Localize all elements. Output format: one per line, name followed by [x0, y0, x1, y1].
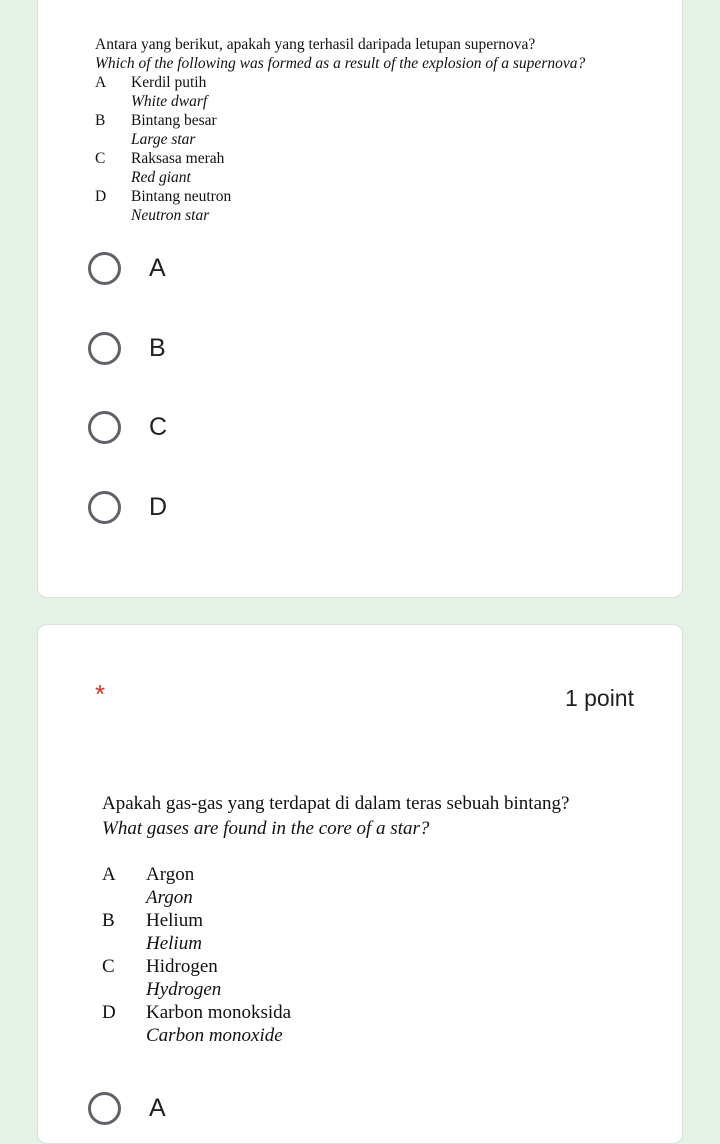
radio-button[interactable] [88, 491, 121, 524]
required-asterisk: * [95, 679, 106, 709]
q1-option-d-english-text: Neutron star [131, 207, 210, 224]
radio-choice-d[interactable] [88, 491, 167, 524]
q1-option-b-english-text: Large star [131, 131, 196, 148]
q2-option-a-english-text: Argon [146, 887, 193, 908]
q2-option-c-letter: C [102, 956, 115, 977]
q1-option-b-text: Bintang besar [131, 112, 217, 129]
q2-option-b-text: Helium [146, 910, 203, 931]
q1-option-b-malay [95, 111, 585, 130]
q2-option-a-text: Argon [146, 864, 195, 885]
q2-option-c-english-text: Hydrogen [146, 979, 222, 1000]
q1-option-d-text: Bintang neutron [131, 188, 232, 205]
radio-choice-b[interactable] [88, 332, 166, 365]
q2-option-c-text: Hidrogen [146, 956, 218, 977]
q1-option-a-english-text: White dwarf [131, 93, 208, 110]
question-card-2 [37, 624, 683, 1144]
q1-option-b-english [95, 130, 585, 149]
q1-option-a-malay [95, 73, 585, 92]
radio-choice-a-label: A [149, 254, 166, 282]
radio-choice-c[interactable] [88, 411, 167, 444]
q2-radio-choice-a-label: A [149, 1094, 166, 1122]
radio-choice-b-label: B [149, 334, 166, 362]
q1-option-a-text: Kerdil putih [131, 74, 207, 91]
question-2-text-malay: Apakah gas-gas yang terdapat di dalam teras sebuah bintang? [102, 793, 570, 814]
radio-choice-d-label: D [149, 493, 168, 521]
question-2-text-english: What gases are found in the core of a star? [102, 818, 430, 839]
radio-button[interactable] [88, 252, 121, 285]
q2-option-a-letter: A [102, 864, 116, 885]
question-1-text-block [95, 35, 585, 225]
radio-button[interactable] [88, 332, 121, 365]
q2-radio-choice-a[interactable] [88, 1092, 166, 1125]
q1-option-c-letter: C [95, 150, 106, 167]
q1-option-c-english-text: Red giant [131, 169, 191, 186]
question-1-text-malay: Antara yang berikut, apakah yang terhasil daripada letupan supernova? [95, 36, 536, 53]
q1-option-a-english [95, 92, 585, 111]
radio-button[interactable] [88, 1092, 121, 1125]
q2-option-d-text: Karbon monoksida [146, 1002, 292, 1023]
radio-choice-a[interactable] [88, 252, 166, 285]
q1-option-b-letter: B [95, 112, 106, 129]
q1-option-c-malay [95, 149, 585, 168]
q1-option-d-letter: D [95, 188, 107, 205]
q1-option-c-text: Raksasa merah [131, 150, 225, 167]
radio-choice-c-label: C [149, 413, 168, 441]
radio-button[interactable] [88, 411, 121, 444]
question-2-text-block [102, 791, 569, 841]
q2-option-b-letter: B [102, 910, 115, 931]
q1-option-c-english [95, 168, 585, 187]
q2-option-b-english-text: Helium [146, 933, 202, 954]
points-label: 1 point [564, 685, 634, 711]
q1-option-d-english [95, 206, 585, 225]
q1-option-a-letter: A [95, 74, 107, 91]
question-card-1 [37, 0, 683, 598]
q2-option-d-letter: D [102, 1002, 116, 1023]
q2-option-d-english-text: Carbon monoxide [146, 1025, 283, 1046]
question-1-text-english: Which of the following was formed as a result of the explosion of a supernova? [95, 55, 586, 72]
q1-option-d-malay [95, 187, 585, 206]
